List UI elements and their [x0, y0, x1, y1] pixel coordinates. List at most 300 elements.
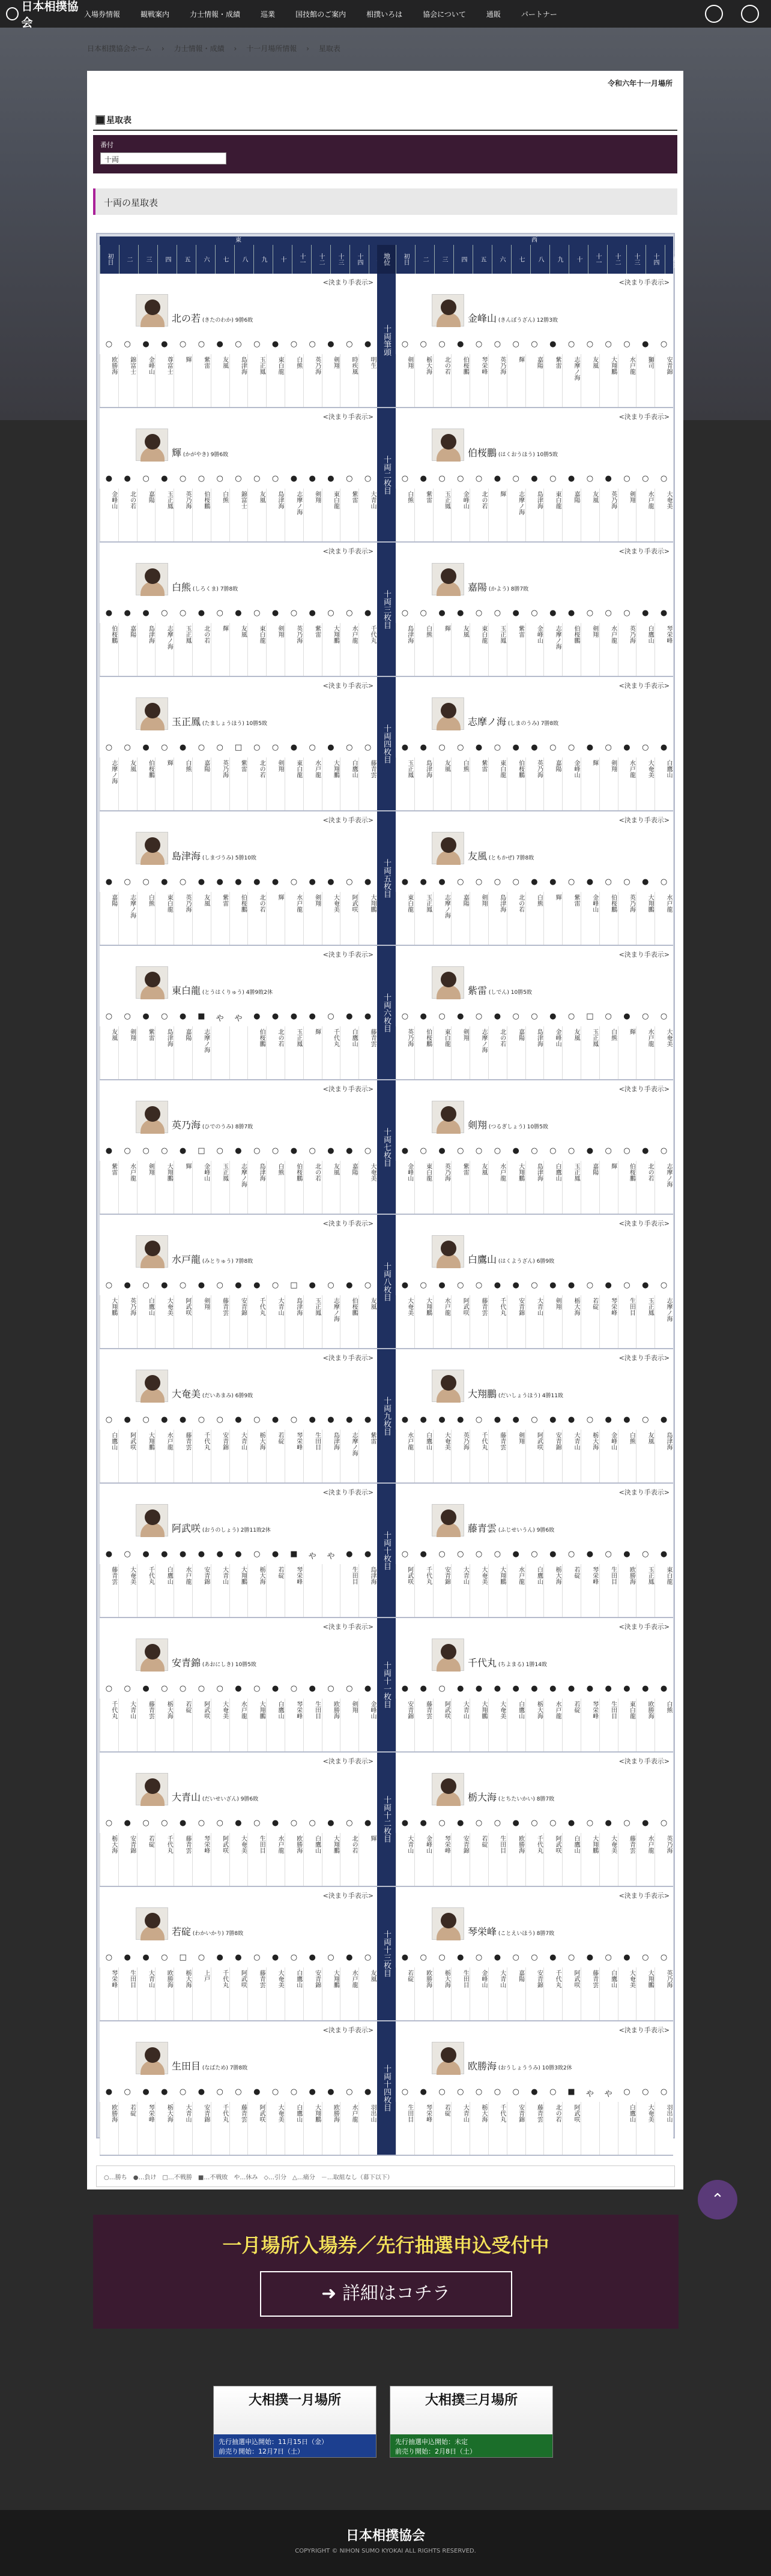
opponent-name[interactable]: 千代丸	[358, 623, 377, 676]
opponent-name[interactable]: 白熊	[414, 623, 433, 676]
opponent-name[interactable]: 大奄美	[618, 1967, 636, 2020]
kimarite-toggle-link[interactable]: <決まり手表示>	[322, 951, 373, 958]
opponent-name[interactable]: 琴栄峰	[581, 1699, 599, 1751]
opponent-name[interactable]	[581, 2102, 599, 2155]
opponent-name[interactable]: 北の若	[543, 2102, 562, 2155]
opponent-name[interactable]: 白鷹山	[340, 1026, 358, 1079]
opponent-name[interactable]: 水戸龍	[285, 892, 303, 945]
opponent-name[interactable]: 阿武咲	[562, 1967, 581, 2020]
opponent-name[interactable]: 白鷹山	[599, 1967, 618, 2020]
opponent-name[interactable]: 白鷹山	[655, 757, 673, 810]
opponent-name[interactable]: 白熊	[451, 757, 470, 810]
opponent-name[interactable]: 白熊	[266, 1161, 285, 1214]
opponent-name[interactable]: 水戸龍	[340, 1967, 358, 2020]
opponent-name[interactable]: 輝	[599, 1161, 618, 1214]
opponent-name[interactable]: 大翔鵬	[247, 1699, 266, 1751]
rikishi-name[interactable]	[172, 1655, 256, 1669]
opponent-name[interactable]: 水戸龍	[155, 1430, 174, 1482]
opponent-name[interactable]: 栃大海	[581, 1430, 599, 1482]
opponent-name[interactable]: 紫雷	[507, 623, 525, 676]
rikishi-photo[interactable]	[136, 832, 168, 864]
opponent-name[interactable]: 安青錦	[118, 1833, 137, 1886]
opponent-name[interactable]: 琴栄峰	[285, 1699, 303, 1751]
opponent-name[interactable]: 水戸龍	[618, 354, 636, 407]
opponent-name[interactable]: 藤青雲	[137, 1699, 156, 1751]
opponent-name[interactable]: 北の若	[507, 892, 525, 945]
opponent-name[interactable]: 大奄美	[266, 2102, 285, 2155]
opponent-name[interactable]: 白鷹山	[303, 1833, 322, 1886]
opponent-name[interactable]: 玉正鳳	[581, 1026, 599, 1079]
opponent-name[interactable]: 栃大海	[155, 2102, 174, 2155]
opponent-name[interactable]: 嘉陽	[525, 354, 544, 407]
opponent-name[interactable]: 志摩ノ海	[155, 623, 174, 676]
rikishi-name[interactable]	[468, 1118, 548, 1131]
opponent-name[interactable]: 玉正鳳	[155, 489, 174, 541]
opponent-name[interactable]: 紫雷	[340, 489, 358, 541]
opponent-name[interactable]: 阿武咲	[340, 892, 358, 945]
opponent-name[interactable]: 北の若	[192, 623, 211, 676]
opponent-name[interactable]: 大青山	[137, 1967, 156, 2020]
opponent-name[interactable]: 大奄美	[655, 489, 673, 541]
opponent-name[interactable]: 藤青雲	[525, 2102, 544, 2155]
rikishi-photo[interactable]	[432, 832, 464, 864]
nav-link[interactable]: パートナー	[521, 10, 557, 19]
opponent-name[interactable]: 島津海	[414, 757, 433, 810]
opponent-name[interactable]: 白熊	[525, 892, 544, 945]
opponent-name[interactable]: 水戸龍	[543, 1699, 562, 1751]
opponent-name[interactable]: 金峰山	[543, 1026, 562, 1079]
rikishi-name[interactable]	[172, 1386, 253, 1400]
opponent-name[interactable]: 栃大海	[247, 1430, 266, 1482]
kimarite-toggle-link[interactable]: <決まり手表示>	[322, 1892, 373, 1900]
opponent-name[interactable]: 紫雷	[192, 354, 211, 407]
opponent-name[interactable]: 紫雷	[562, 892, 581, 945]
opponent-name[interactable]: 水戸龍	[655, 892, 673, 945]
opponent-name[interactable]: 剣翔	[451, 1026, 470, 1079]
opponent-name[interactable]: 紫雷	[100, 1161, 118, 1214]
opponent-name[interactable]: 玉正鳳	[396, 757, 414, 810]
rikishi-photo[interactable]	[136, 294, 168, 327]
opponent-name[interactable]: 北の若	[433, 354, 452, 407]
opponent-name[interactable]: 若碇	[266, 1564, 285, 1617]
opponent-name[interactable]: 欧勝海	[636, 1699, 655, 1751]
opponent-name[interactable]: 白熊	[285, 354, 303, 407]
opponent-name[interactable]	[599, 2102, 618, 2155]
opponent-name[interactable]: 阿武咲	[174, 1295, 192, 1348]
opponent-name[interactable]: 若碇	[266, 1430, 285, 1482]
opponent-name[interactable]: 藤青雲	[229, 2102, 248, 2155]
opponent-name[interactable]: 剣翔	[543, 1295, 562, 1348]
opponent-name[interactable]: 栃大海	[525, 1699, 544, 1751]
opponent-name[interactable]: 水戸龍	[340, 623, 358, 676]
opponent-name[interactable]: 白熊	[396, 489, 414, 541]
opponent-name[interactable]: 大翔鵬	[636, 892, 655, 945]
nav-link[interactable]: 協会について	[423, 10, 466, 19]
opponent-name[interactable]: 剣翔	[470, 892, 488, 945]
opponent-name[interactable]: 紫雷	[470, 757, 488, 810]
rikishi-photo[interactable]	[432, 1370, 464, 1402]
nav-link[interactable]: 国技館のご案内	[295, 10, 346, 19]
opponent-name[interactable]: 生田目	[618, 1295, 636, 1348]
opponent-name[interactable]: 金峰山	[525, 623, 544, 676]
opponent-name[interactable]: 伯桜鵬	[229, 892, 248, 945]
opponent-name[interactable]: 玉正鳳	[433, 489, 452, 541]
opponent-name[interactable]: 伯桜鵬	[414, 1026, 433, 1079]
opponent-name[interactable]: 大奄美	[396, 1295, 414, 1348]
opponent-name[interactable]: 栃大海	[562, 1295, 581, 1348]
opponent-name[interactable]: 大青山	[118, 1699, 137, 1751]
opponent-name[interactable]: 大翔鵬	[599, 354, 618, 407]
opponent-name[interactable]: 輝	[618, 1026, 636, 1079]
rikishi-name[interactable]	[468, 2059, 572, 2072]
opponent-name[interactable]: 島津海	[358, 1564, 377, 1617]
opponent-name[interactable]	[303, 1564, 322, 1617]
rikishi-photo[interactable]	[432, 697, 464, 730]
kimarite-toggle-link[interactable]: <決まり手表示>	[322, 413, 373, 421]
opponent-name[interactable]: 琴栄峰	[100, 1967, 118, 2020]
opponent-name[interactable]: 安青錦	[229, 1295, 248, 1348]
opponent-name[interactable]: 友風	[100, 1026, 118, 1079]
rikishi-photo[interactable]	[136, 1101, 168, 1133]
opponent-name[interactable]: 伯桜鵬	[137, 757, 156, 810]
opponent-name[interactable]: 大青山	[358, 489, 377, 541]
opponent-name[interactable]: 若碇	[174, 1699, 192, 1751]
opponent-name[interactable]: 安青錦	[433, 1564, 452, 1617]
kimarite-toggle-link[interactable]: <決まり手表示>	[322, 1220, 373, 1227]
promo-banner-march[interactable]	[390, 2386, 553, 2458]
opponent-name[interactable]: 大青山	[525, 1295, 544, 1348]
opponent-name[interactable]: 白鷹山	[525, 1564, 544, 1617]
rikishi-name[interactable]	[468, 714, 558, 728]
kimarite-toggle-link[interactable]: <決まり手表示>	[618, 2026, 670, 2034]
rank-select[interactable]: 十両	[100, 152, 226, 164]
opponent-name[interactable]: 友風	[636, 1430, 655, 1482]
opponent-name[interactable]: 千代丸	[488, 2102, 507, 2155]
rikishi-photo[interactable]	[432, 1504, 464, 1536]
opponent-name[interactable]: 剣翔	[340, 1699, 358, 1751]
opponent-name[interactable]: 白鷹山	[285, 2102, 303, 2155]
kimarite-toggle-link[interactable]: <決まり手表示>	[618, 1085, 670, 1093]
opponent-name[interactable]: 紫雷	[211, 892, 229, 945]
opponent-name[interactable]: 島津海	[488, 892, 507, 945]
opponent-name[interactable]: 安青錦	[655, 354, 673, 407]
opponent-name[interactable]: 輝	[174, 1161, 192, 1214]
opponent-name[interactable]: 欧勝海	[507, 1833, 525, 1886]
opponent-name[interactable]: 欧勝海	[155, 1967, 174, 2020]
rikishi-photo[interactable]	[432, 2042, 464, 2074]
opponent-name[interactable]: 大翔鵬	[155, 1161, 174, 1214]
opponent-name[interactable]: 錦富士	[118, 354, 137, 407]
opponent-name[interactable]: 島津海	[525, 1026, 544, 1079]
opponent-name[interactable]: 英乃海	[211, 757, 229, 810]
rikishi-photo[interactable]	[136, 697, 168, 730]
opponent-name[interactable]: 大翔鵬	[488, 1564, 507, 1617]
opponent-name[interactable]: 志摩ノ海	[340, 1430, 358, 1482]
rikishi-photo[interactable]	[136, 1907, 168, 1940]
kimarite-toggle-link[interactable]: <決まり手表示>	[322, 278, 373, 286]
opponent-name[interactable]: 志摩ノ海	[192, 1026, 211, 1079]
rikishi-photo[interactable]	[432, 1101, 464, 1133]
opponent-name[interactable]: 水戸龍	[174, 1564, 192, 1617]
opponent-name[interactable]: 友風	[470, 1161, 488, 1214]
opponent-name[interactable]: 大青山	[451, 1699, 470, 1751]
rikishi-photo[interactable]	[136, 966, 168, 999]
opponent-name[interactable]: 英乃海	[488, 354, 507, 407]
opponent-name[interactable]: 大翔鵬	[507, 1161, 525, 1214]
opponent-name[interactable]: 友風	[358, 1967, 377, 2020]
opponent-name[interactable]: 志摩ノ海	[562, 354, 581, 407]
opponent-name[interactable]: 英乃海	[618, 623, 636, 676]
opponent-name[interactable]: 大奄美	[211, 1699, 229, 1751]
rikishi-name[interactable]	[172, 983, 273, 997]
opponent-name[interactable]: 友風	[229, 623, 248, 676]
opponent-name[interactable]: 栃大海	[247, 1564, 266, 1617]
opponent-name[interactable]: 志摩ノ海	[100, 757, 118, 810]
opponent-name[interactable]: 友風	[192, 892, 211, 945]
opponent-name[interactable]: 玉正鳳	[285, 1026, 303, 1079]
opponent-name[interactable]: 藤青雲	[174, 1430, 192, 1482]
opponent-name[interactable]: 輝	[488, 489, 507, 541]
opponent-name[interactable]: 伯桜鵬	[451, 354, 470, 407]
opponent-name[interactable]: 金峰山	[562, 757, 581, 810]
opponent-name[interactable]: 嘉陽	[340, 1161, 358, 1214]
opponent-name[interactable]: 東白龍	[470, 623, 488, 676]
opponent-name[interactable]: 友風	[358, 1295, 377, 1348]
opponent-name[interactable]: 輝	[433, 623, 452, 676]
opponent-name[interactable]: 白鷹山	[137, 1295, 156, 1348]
opponent-name[interactable]: 千代丸	[211, 1967, 229, 2020]
opponent-name[interactable]: 大翔鵬	[581, 1833, 599, 1886]
rikishi-name[interactable]	[172, 311, 253, 325]
opponent-name[interactable]	[229, 1026, 248, 1079]
opponent-name[interactable]: 琴栄峰	[192, 1833, 211, 1886]
opponent-name[interactable]: 千代丸	[488, 1295, 507, 1348]
opponent-name[interactable]: 金峰山	[451, 489, 470, 541]
opponent-name[interactable]: 英乃海	[174, 489, 192, 541]
opponent-name[interactable]: 生田目	[340, 1564, 358, 1617]
opponent-name[interactable]: 生田目	[303, 1430, 322, 1482]
opponent-name[interactable]: 千代丸	[100, 1699, 118, 1751]
opponent-name[interactable]: 水戸龍	[118, 1161, 137, 1214]
opponent-name[interactable]: 北の若	[247, 757, 266, 810]
opponent-name[interactable]: 白熊	[174, 757, 192, 810]
breadcrumb-item[interactable]: 日本相撲協会ホーム ›	[87, 43, 165, 53]
kimarite-toggle-link[interactable]: <決まり手表示>	[618, 1892, 670, 1900]
opponent-name[interactable]: 大奄美	[655, 1026, 673, 1079]
site-logo[interactable]	[0, 0, 84, 28]
opponent-name[interactable]: 琴栄峰	[581, 1564, 599, 1617]
opponent-name[interactable]: 大翔鵬	[470, 1699, 488, 1751]
opponent-name[interactable]: 藤青雲	[488, 1430, 507, 1482]
opponent-name[interactable]: 東白龍	[247, 623, 266, 676]
opponent-name[interactable]: 島津海	[525, 1161, 544, 1214]
opponent-name[interactable]: 若碇	[581, 1295, 599, 1348]
opponent-name[interactable]: 藤青雲	[211, 1295, 229, 1348]
opponent-name[interactable]: 生田目	[247, 1833, 266, 1886]
opponent-name[interactable]: 英乃海	[396, 1026, 414, 1079]
kimarite-toggle-link[interactable]: <決まり手表示>	[322, 1085, 373, 1093]
opponent-name[interactable]: 水戸龍	[229, 1699, 248, 1751]
opponent-name[interactable]: 伯桜鵬	[100, 623, 118, 676]
opponent-name[interactable]: 藤青雲	[581, 1967, 599, 2020]
opponent-name[interactable]: 千代丸	[211, 2102, 229, 2155]
rikishi-name[interactable]	[468, 1790, 554, 1804]
opponent-name[interactable]: 伯桜鵬	[192, 489, 211, 541]
opponent-name[interactable]: 獅司	[636, 354, 655, 407]
nav-link[interactable]: 入場券情報	[84, 10, 121, 19]
opponent-name[interactable]: 大奄美	[229, 1833, 248, 1886]
opponent-name[interactable]: 千代丸	[192, 1430, 211, 1482]
opponent-name[interactable]: 伯桜鵬	[247, 1026, 266, 1079]
opponent-name[interactable]: 水戸龍	[636, 1026, 655, 1079]
opponent-name[interactable]: 大翔鵬	[100, 1295, 118, 1348]
opponent-name[interactable]: 琴栄峰	[285, 1430, 303, 1482]
opponent-name[interactable]: 羽出山	[655, 2102, 673, 2155]
rikishi-photo[interactable]	[136, 429, 168, 461]
opponent-name[interactable]: 白鷹山	[155, 1564, 174, 1617]
opponent-name[interactable]: 玉正鳳	[174, 623, 192, 676]
opponent-name[interactable]: 白鷹山	[636, 623, 655, 676]
opponent-name[interactable]: 大青山	[562, 1430, 581, 1482]
opponent-name[interactable]: 大青山	[229, 1430, 248, 1482]
opponent-name[interactable]: 生田目	[451, 1967, 470, 2020]
opponent-name[interactable]: 志摩ノ海	[470, 1026, 488, 1079]
kimarite-toggle-link[interactable]: <決まり手表示>	[618, 278, 670, 286]
opponent-name[interactable]: 玉正鳳	[414, 892, 433, 945]
opponent-name[interactable]: 千代丸	[525, 1833, 544, 1886]
opponent-name[interactable]: 英乃海	[174, 892, 192, 945]
opponent-name[interactable]: 白鷹山	[562, 1833, 581, 1886]
opponent-name[interactable]: 嘉陽	[507, 1026, 525, 1079]
opponent-name[interactable]: 嘉陽	[451, 892, 470, 945]
opponent-name[interactable]: 栃大海	[414, 354, 433, 407]
kimarite-toggle-link[interactable]: <決まり手表示>	[322, 682, 373, 690]
opponent-name[interactable]: 金峰山	[414, 1833, 433, 1886]
opponent-name[interactable]: 志摩ノ海	[322, 1295, 340, 1348]
rikishi-name[interactable]	[468, 983, 532, 997]
opponent-name[interactable]: 白鷹山	[618, 2102, 636, 2155]
opponent-name[interactable]: 剣翔	[581, 623, 599, 676]
opponent-name[interactable]: 志摩ノ海	[543, 623, 562, 676]
rikishi-name[interactable]	[172, 1118, 253, 1131]
opponent-name[interactable]: 金峰山	[192, 1161, 211, 1214]
opponent-name[interactable]: 大翔鵬	[358, 892, 377, 945]
opponent-name[interactable]: 琴栄峰	[285, 1564, 303, 1617]
opponent-name[interactable]: 阿武咲	[118, 1430, 137, 1482]
opponent-name[interactable]: 東白龍	[155, 892, 174, 945]
opponent-name[interactable]: 白鷹山	[507, 1699, 525, 1751]
rikishi-name[interactable]	[172, 445, 228, 459]
opponent-name[interactable]: 友風	[433, 757, 452, 810]
nav-link[interactable]: 通販	[486, 10, 501, 19]
rikishi-name[interactable]	[468, 849, 534, 862]
opponent-name[interactable]: 白鷹山	[543, 1161, 562, 1214]
opponent-name[interactable]: 志摩ノ海	[285, 489, 303, 541]
opponent-name[interactable]: 東白龍	[414, 1161, 433, 1214]
opponent-name[interactable]: 紫雷	[451, 1161, 470, 1214]
opponent-name[interactable]: 安青錦	[525, 1967, 544, 2020]
rikishi-photo[interactable]	[136, 2042, 168, 2074]
opponent-name[interactable]: 水戸龍	[396, 1430, 414, 1482]
opponent-name[interactable]: 北の若	[636, 1161, 655, 1214]
opponent-name[interactable]	[211, 1026, 229, 1079]
opponent-name[interactable]: 東白龍	[285, 757, 303, 810]
opponent-name[interactable]: 友風	[322, 1161, 340, 1214]
rikishi-photo[interactable]	[136, 1773, 168, 1805]
opponent-name[interactable]: 伯桜鵬	[562, 623, 581, 676]
opponent-name[interactable]: 輝	[358, 1833, 377, 1886]
rikishi-name[interactable]	[468, 580, 528, 594]
opponent-name[interactable]: 輝	[303, 1026, 322, 1079]
opponent-name[interactable]: 東白龍	[655, 1564, 673, 1617]
opponent-name[interactable]: 藤青雲	[414, 1699, 433, 1751]
opponent-name[interactable]: 島津海	[247, 1161, 266, 1214]
opponent-name[interactable]: 志摩ノ海	[507, 489, 525, 541]
nav-link[interactable]: 巡業	[261, 10, 276, 19]
opponent-name[interactable]: 大青山	[451, 2102, 470, 2155]
opponent-name[interactable]: 嘉陽	[118, 623, 137, 676]
opponent-name[interactable]: 島津海	[266, 489, 285, 541]
opponent-name[interactable]: 大翔鵬	[322, 1833, 340, 1886]
kimarite-toggle-link[interactable]: <決まり手表示>	[322, 1488, 373, 1496]
rikishi-photo[interactable]	[432, 294, 464, 327]
opponent-name[interactable]: 剣翔	[507, 1430, 525, 1482]
opponent-name[interactable]: 安青錦	[543, 1430, 562, 1482]
opponent-name[interactable]: 嘉陽	[137, 489, 156, 541]
opponent-name[interactable]: 水戸龍	[636, 489, 655, 541]
opponent-name[interactable]: 志摩ノ海	[229, 1161, 248, 1214]
opponent-name[interactable]: 大青山	[396, 1833, 414, 1886]
opponent-name[interactable]: 英乃海	[655, 1833, 673, 1886]
opponent-name[interactable]: 阿武咲	[192, 1699, 211, 1751]
opponent-name[interactable]: 琴栄峰	[655, 623, 673, 676]
rikishi-name[interactable]	[172, 2059, 247, 2072]
opponent-name[interactable]: 島津海	[137, 623, 156, 676]
opponent-name[interactable]: 伯桜鵬	[599, 892, 618, 945]
opponent-name[interactable]: 大青山	[266, 1295, 285, 1348]
opponent-name[interactable]: 剣翔	[599, 757, 618, 810]
opponent-name[interactable]: 栃大海	[100, 1833, 118, 1886]
opponent-name[interactable]: 剣翔	[266, 623, 285, 676]
promo-banner-january[interactable]	[213, 2386, 376, 2458]
opponent-name[interactable]: 安青錦	[211, 1430, 229, 1482]
opponent-name[interactable]: 大奄美	[636, 757, 655, 810]
kimarite-toggle-link[interactable]: <決まり手表示>	[322, 1354, 373, 1362]
opponent-name[interactable]: 安青錦	[396, 1699, 414, 1751]
opponent-name[interactable]: 東白龍	[433, 1026, 452, 1079]
opponent-name[interactable]: 剣翔	[192, 1295, 211, 1348]
opponent-name[interactable]: 琴栄峰	[470, 354, 488, 407]
opponent-name[interactable]: 水戸龍	[266, 1833, 285, 1886]
opponent-name[interactable]: 大翔鵬	[322, 1967, 340, 2020]
opponent-name[interactable]: 大奄美	[488, 1699, 507, 1751]
opponent-name[interactable]: 琴栄峰	[599, 1295, 618, 1348]
opponent-name[interactable]: 東白龍	[266, 354, 285, 407]
opponent-name[interactable]: 生田目	[396, 2102, 414, 2155]
opponent-name[interactable]: 金峰山	[599, 1430, 618, 1482]
opponent-name[interactable]: 剣翔	[118, 1026, 137, 1079]
opponent-name[interactable]: 欧勝海	[322, 1699, 340, 1751]
opponent-name[interactable]: 剣翔	[137, 1161, 156, 1214]
kimarite-toggle-link[interactable]: <決まり手表示>	[322, 816, 373, 824]
rikishi-photo[interactable]	[432, 1639, 464, 1671]
opponent-name[interactable]: 阿武咲	[433, 1699, 452, 1751]
opponent-name[interactable]: 藤青雲	[470, 1295, 488, 1348]
opponent-name[interactable]: 白熊	[618, 1430, 636, 1482]
opponent-name[interactable]: 欧勝海	[322, 2102, 340, 2155]
kimarite-toggle-link[interactable]: <決まり手表示>	[618, 816, 670, 824]
opponent-name[interactable]: 英乃海	[451, 1430, 470, 1482]
